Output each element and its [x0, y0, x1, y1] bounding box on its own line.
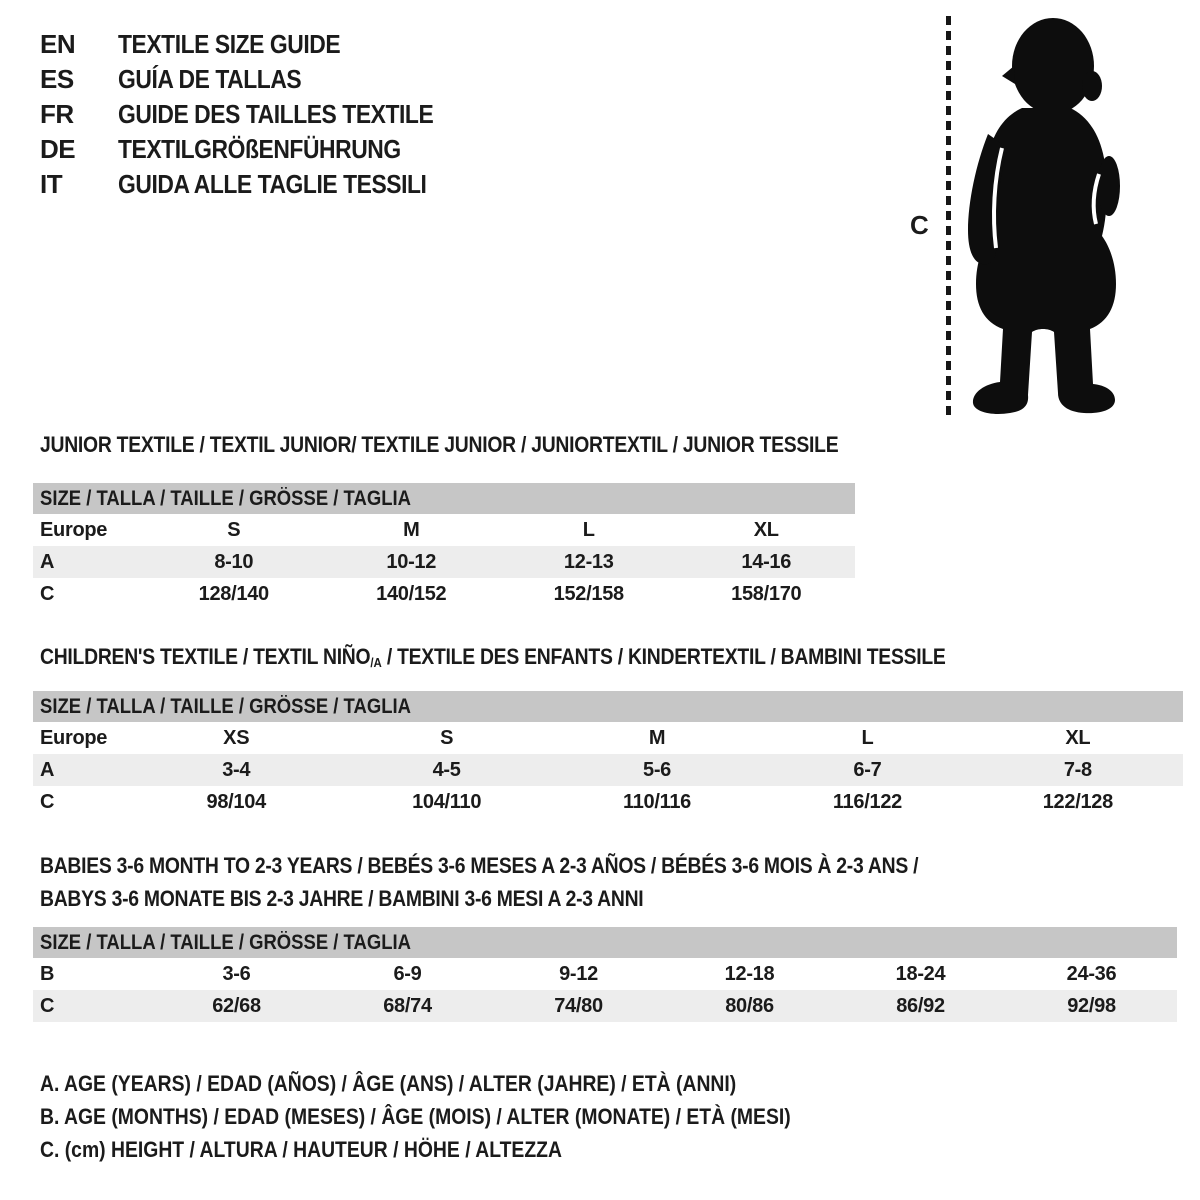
- cell: S: [440, 726, 454, 749]
- cell: L: [861, 726, 874, 749]
- babies-title-line1: BABIES 3-6 MONTH TO 2-3 YEARS / BEBÉS 3-6 MESES A 2-3 AÑOS / BÉBÉS 3-6 MOIS À 2-3 ANS /: [40, 853, 919, 878]
- babies-title-line2: BABYS 3-6 MONATE BIS 2-3 JAHRE / BAMBINI 3-6 MESI A 2-3 ANNI: [40, 886, 644, 911]
- junior-section-title: [40, 432, 947, 458]
- cell: 12-13: [563, 550, 614, 573]
- cell: M: [403, 518, 420, 541]
- cell: 128/140: [198, 582, 269, 605]
- size-header-bar: [33, 691, 1183, 722]
- cell: 68/74: [383, 994, 432, 1017]
- cell: 24-36: [1066, 962, 1117, 985]
- cell: 116/122: [832, 790, 902, 813]
- row-label: A: [40, 758, 55, 781]
- children-title-subscript: /A: [370, 655, 382, 670]
- cell: 152/158: [553, 582, 624, 605]
- height-measure-label: C: [910, 210, 929, 240]
- children-section-title: [40, 644, 1069, 670]
- language-code: IT: [40, 169, 63, 199]
- language-row: [40, 97, 476, 132]
- cell: 3-4: [222, 758, 251, 781]
- row-label: C: [40, 582, 55, 605]
- babies-size-table: [33, 927, 1177, 1022]
- row-label: C: [40, 994, 55, 1017]
- cell: 74/80: [554, 994, 603, 1017]
- legend-line-a: A. AGE (YEARS) / EDAD (AÑOS) / ÂGE (ANS) / ALTER (JAHRE) / ETÀ (ANNI): [40, 1071, 737, 1096]
- language-title-list: [40, 27, 476, 202]
- cell: S: [227, 518, 241, 541]
- cell: 80/86: [725, 994, 774, 1017]
- cell: 6-9: [393, 962, 422, 985]
- cell: XL: [1065, 726, 1091, 749]
- cell: 9-12: [559, 962, 598, 985]
- legend-line-b: B. AGE (MONTHS) / EDAD (MESES) / ÂGE (MOIS) / ALTER (MONATE) / ETÀ (MESI): [40, 1104, 791, 1129]
- cell: XL: [753, 518, 779, 541]
- language-code: ES: [40, 64, 74, 94]
- children-title-main: CHILDREN'S TEXTILE / TEXTIL NIÑO: [40, 644, 371, 669]
- cell: 12-18: [724, 962, 775, 985]
- table-row-age-years: [33, 546, 855, 578]
- row-label: A: [40, 550, 55, 573]
- guide-title: TEXTILE SIZE GUIDE: [118, 29, 341, 59]
- table-row-age-years: [33, 754, 1183, 786]
- legend-line-c: C. (cm) HEIGHT / ALTURA / HAUTEUR / HÖHE / ALTEZZA: [40, 1137, 562, 1162]
- size-header-text: SIZE / TALLA / TAILLE / GRÖSSE / TAGLIA: [40, 930, 411, 954]
- children-title-text: [40, 644, 946, 670]
- guide-title: GUIDA ALLE TAGLIE TESSILI: [118, 169, 427, 199]
- cell: 110/116: [623, 790, 692, 813]
- cell: 5-6: [643, 758, 672, 781]
- table-row-height: [33, 990, 1177, 1022]
- guide-title: GUIDE DES TAILLES TEXTILE: [118, 99, 434, 129]
- measurement-legend: [40, 1067, 893, 1166]
- cell: 6-7: [853, 758, 882, 781]
- table-row-height: [33, 578, 855, 610]
- cell: 104/110: [412, 790, 482, 813]
- language-code: DE: [40, 134, 76, 164]
- cell: 92/98: [1067, 994, 1116, 1017]
- row-label: C: [40, 790, 55, 813]
- size-header-bar: [33, 927, 1177, 958]
- children-size-table: [33, 691, 1183, 818]
- cell: L: [582, 518, 595, 541]
- row-label: Europe: [40, 518, 108, 541]
- toddler-silhouette-icon: [958, 16, 1138, 418]
- size-header-bar: [33, 483, 855, 514]
- cell: XS: [223, 726, 250, 749]
- guide-title: GUÍA DE TALLAS: [118, 64, 302, 94]
- cell: 86/92: [896, 994, 945, 1017]
- language-row: [40, 132, 476, 167]
- cell: 140/152: [376, 582, 447, 605]
- cell: 122/128: [1042, 790, 1113, 813]
- size-header-text: SIZE / TALLA / TAILLE / GRÖSSE / TAGLIA: [40, 694, 411, 718]
- row-label: Europe: [40, 726, 108, 749]
- cell: 18-24: [895, 962, 946, 985]
- cell: 10-12: [386, 550, 437, 573]
- language-row: [40, 167, 476, 202]
- language-row: [40, 62, 476, 97]
- language-code: FR: [40, 99, 74, 129]
- cell: 158/170: [731, 582, 802, 605]
- height-measure-dashed-line: [946, 16, 951, 418]
- cell: 7-8: [1063, 758, 1092, 781]
- size-header-text: SIZE / TALLA / TAILLE / GRÖSSE / TAGLIA: [40, 486, 411, 510]
- cell: 98/104: [206, 790, 266, 813]
- cell: 3-6: [222, 962, 251, 985]
- table-row-europe: [33, 722, 1183, 754]
- table-row-europe: [33, 514, 855, 546]
- language-row: [40, 27, 476, 62]
- row-label: B: [40, 962, 55, 985]
- table-row-age-months: [33, 958, 1177, 990]
- junior-size-table: [33, 483, 855, 610]
- children-title-rest: / TEXTILE DES ENFANTS / KINDERTEXTIL / BAMBINI TESSILE: [381, 644, 946, 669]
- cell: 8-10: [214, 550, 254, 573]
- language-code: EN: [40, 29, 76, 59]
- table-row-height: [33, 786, 1183, 818]
- babies-section-title: [40, 849, 1038, 915]
- cell: 14-16: [741, 550, 792, 573]
- cell: 62/68: [212, 994, 261, 1017]
- junior-title-text: JUNIOR TEXTILE / TEXTIL JUNIOR/ TEXTILE JUNIOR / JUNIORTEXTIL / JUNIOR TESSILE: [40, 432, 839, 457]
- cell: M: [648, 726, 666, 749]
- cell: 4-5: [432, 758, 461, 781]
- guide-title: TEXTILGRÖßENFÜHRUNG: [118, 134, 401, 164]
